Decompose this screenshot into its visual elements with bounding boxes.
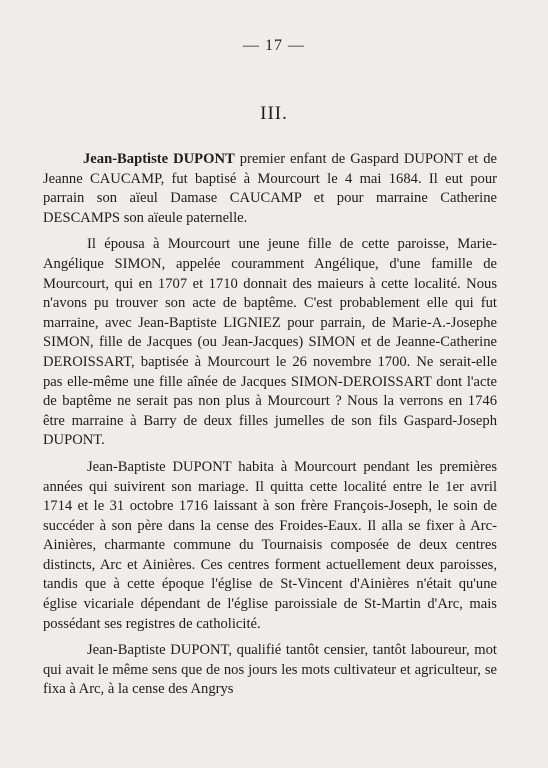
subject-name: Jean-Baptiste DUPONT [83,151,235,167]
body-text [43,150,497,707]
paragraph-4-text: Jean-Baptiste DUPONT, qualifié tantôt censier, tantôt laboureur, mot qui avait le même sens que de nos jours les mots cultivateur et agriculteur, se fixa à Arc, à la cense des Angrys [43,642,497,698]
paragraph-1-text: premier enfant de Gaspard DUPONT et de Jeanne CAUCAMP, fut baptisé à Mourcourt le 4 mai 1684. Il eut pour parrain son aïeul Damase CAUCAMP et pour marraine Catherine DESCAMPS son aïeule paternelle. [43,151,497,226]
paragraph-3-text: Jean-Baptiste DUPONT habita à Mourcourt pendant les premières années qui suivirent son mariage. Il quitta cette localité entre le 1er avril 1714 et le 31 octobre 1716 laissant à son frère François-Joseph, le soin de succéder à son père dans la cense des Froides-Eaux. Il alla se fixer à Arc-Ainières, charmante commune du Tournaisis composée de deux centres distincts, Arc et Ainières. Ces centres forment actuellement deux paroisses, tandis que à cette époque l'église de St-Vincent d'Ainières n'était qu'une église vicariale dépendant de l'église paroissiale de St-Martin d'Arc, mais possédant ses registres de catholicité. [43,458,497,632]
paragraph-1 [43,150,497,228]
paragraph-2 [43,235,497,451]
paragraph-2-text: Il épousa à Mourcourt une jeune fille de cette paroisse, Marie-Angélique SIMON, appelée couramment Angélique, d'une famille de Mourcourt, qui en 1707 et 1710 donnait des maieurs à cette localité. Nous n'avons pu trouver son acte de baptême. C'est probablement elle qui fut marraine, avec Jean-Baptiste LIGNIEZ pour parrain, de Marie-A.-Josephe SIMON, fille de Jacques (ou Jean-Jacques) SIMON et de Jeanne-Catherine DEROISSART, baptisée à Mourcourt le 26 novembre 1700. Ne serait-elle pas elle-même une fille aînée de Jacques SIMON-DEROISSART dont l'acte de baptême ne serait pas non plus à Mourcourt ? Nous la verrons en 1746 être marraine à Barry de deux filles jumelles de son fils Gaspard-Joseph DUPONT. [43,236,497,449]
page-number: — 17 — [243,37,305,54]
section-title: III. [260,103,288,124]
paragraph-3 [43,458,497,634]
paragraph-4 [43,641,497,700]
